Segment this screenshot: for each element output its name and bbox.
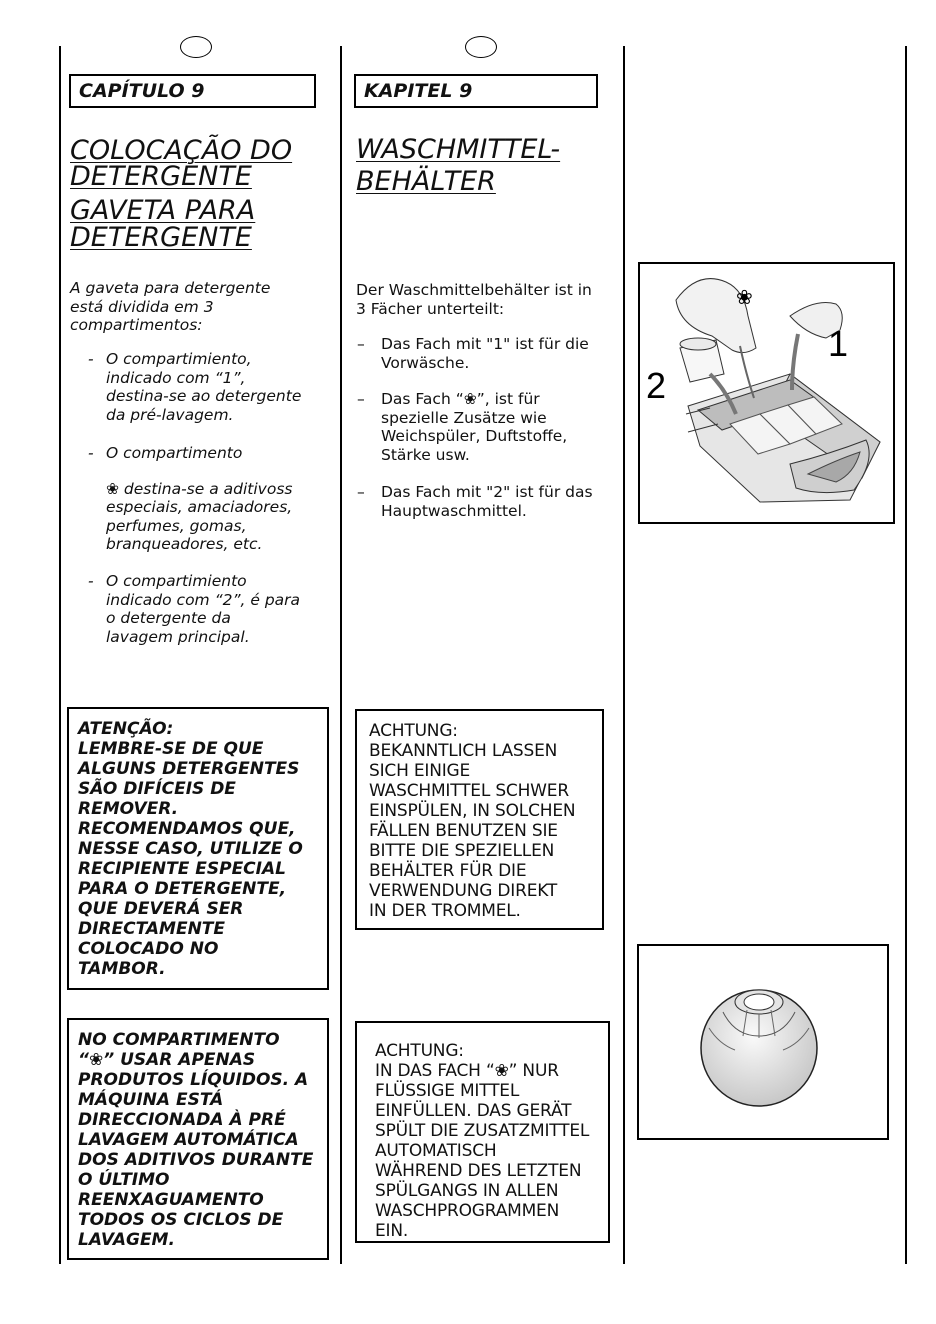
text-line: spezielle Zusätze wie — [381, 408, 547, 427]
column-rule-right — [623, 46, 625, 1264]
text-line: perfumes, gomas, — [106, 516, 247, 535]
text-line: LAVAGEM. — [78, 1230, 175, 1250]
column-rule-middle — [340, 46, 342, 1264]
text-line: O compartimiento — [106, 572, 247, 590]
text-line: SÃO DIFÍCEIS DE — [78, 779, 236, 799]
text-line: WÄHREND DES LETZTEN — [375, 1161, 582, 1181]
text-line: ACHTUNG: — [375, 1041, 464, 1061]
flower-icon: ❀ — [463, 390, 477, 408]
text-line: DIRECCIONADA À PRÉ — [78, 1110, 286, 1130]
text-line: Der Waschmittelbehälter ist in — [356, 281, 592, 299]
warning-box-detergents-de — [355, 709, 604, 930]
text-line: destina-se ao detergente — [106, 387, 302, 405]
text-line: A gaveta para detergente — [70, 279, 271, 297]
text-line: indicado com “1”, — [106, 368, 246, 387]
text-line: ACHTUNG: — [369, 721, 458, 741]
text-line: REENXAGUAMENTO — [78, 1190, 264, 1210]
column-rule-far-right — [905, 46, 907, 1264]
text-line: SPÜLGANGS IN ALLEN — [375, 1181, 559, 1201]
flower-symbol-icon: ❀ — [736, 285, 753, 309]
title-line: WASCHMITTEL- — [356, 134, 561, 165]
text-line: TAMBOR. — [78, 959, 166, 979]
text-line: MÁQUINA ESTÁ — [78, 1090, 224, 1110]
text-line: QUE DEVERÁ SER — [78, 899, 244, 919]
text-line: está dividida em 3 — [70, 297, 214, 316]
language-badge-de — [465, 36, 497, 58]
text-line: ❀ destina-se a aditivoss — [106, 479, 293, 498]
compartment-label-1: 1 — [828, 323, 849, 364]
list-dash: – — [357, 390, 365, 408]
title-line: GAVETA PARA — [70, 195, 256, 226]
chapter-heading-de: KAPITEL 9 — [354, 74, 598, 108]
list-item-compartment-2-pt — [88, 572, 301, 646]
detergent-ball-drawing — [639, 946, 887, 1138]
intro-text-de — [356, 281, 592, 318]
text-line: NESSE CASO, UTILIZE O — [78, 839, 303, 859]
text-line: BEKANNTLICH LASSEN — [369, 741, 558, 761]
text-line: O compartimento — [106, 444, 243, 462]
text-line: TODOS OS CICLOS DE — [78, 1210, 284, 1230]
text-line: o detergente da — [106, 609, 231, 627]
list-dash: - — [88, 444, 94, 462]
text-line: Das Fach mit "1" ist für die — [381, 335, 589, 353]
text-line: lavagem principal. — [106, 627, 250, 646]
column-rule-left — [59, 46, 61, 1264]
text-line: BITTE DIE SPEZIELLEN — [369, 841, 555, 861]
text-line: WASCHPROGRAMMEN — [375, 1201, 560, 1221]
compartment-label-2: 2 — [646, 365, 667, 406]
list-dash: - — [88, 572, 94, 590]
text-line: especiais, amaciadores, — [106, 498, 293, 516]
title-line: DETERGENTE — [70, 222, 252, 253]
text-line: Vorwäsche. — [381, 353, 470, 372]
text-line: IN DAS FACH “❀” NUR — [375, 1061, 559, 1081]
text-line: Hauptwaschmittel. — [381, 501, 527, 520]
text-line: WASCHMITTEL SCHWER — [369, 781, 569, 801]
list-item-compartment-1-pt — [88, 350, 302, 424]
text-line: EINSPÜLEN, IN SOLCHEN — [369, 801, 576, 821]
text-line: da pré-lavagem. — [106, 405, 234, 424]
text-line: LAVAGEM AUTOMÁTICA — [78, 1130, 299, 1150]
flower-icon: ❀ — [106, 479, 119, 498]
chapter-heading-pt: CAPÍTULO 9 — [69, 74, 316, 108]
list-dash: - — [88, 350, 94, 368]
warning-box-liquids-pt — [67, 1018, 329, 1260]
text-line: REMOVER. — [78, 799, 179, 819]
text-line: O ÚLTIMO — [78, 1170, 170, 1190]
intro-text-pt — [70, 279, 270, 335]
warning-box-liquids-de — [355, 1021, 610, 1243]
detergent-ball-illustration — [637, 944, 889, 1140]
text-line: ALGUNS DETERGENTES — [78, 759, 300, 779]
text-line: Weichspüler, Duftstoffe, — [381, 427, 568, 445]
text-line: Stärke usw. — [381, 445, 470, 464]
text-line: Das Fach mit "2" ist für das — [381, 483, 593, 501]
list-item-compartment-flower-pt — [88, 444, 293, 554]
text-line: DOS ADITIVOS DURANTE — [78, 1150, 314, 1170]
text-line: ATENÇÃO: — [78, 719, 174, 739]
text-line: RECIPIENTE ESPECIAL — [78, 859, 286, 879]
text-line: O compartimiento, — [106, 350, 252, 368]
text-line: COLOCADO NO — [78, 939, 219, 959]
text-line: DIRECTAMENTE — [78, 919, 226, 939]
text-line: LEMBRE-SE DE QUE — [78, 739, 264, 759]
detergent-drawer-drawing — [640, 264, 893, 522]
title-line: COLOCAÇÃO DO — [70, 135, 293, 166]
list-dash: – — [357, 335, 365, 353]
text-line: IN DER TROMMEL. — [369, 901, 521, 921]
text-line: PRODUTOS LÍQUIDOS. A — [78, 1070, 309, 1090]
list-dash: – — [357, 483, 365, 501]
title-line: DETERGENTE — [70, 161, 252, 192]
text-line: 3 Fächer unterteilt: — [356, 299, 505, 318]
detergent-drawer-illustration — [638, 262, 895, 524]
text-line: EINFÜLLEN. DAS GERÄT — [375, 1101, 572, 1121]
text-line: branqueadores, etc. — [106, 535, 263, 553]
flower-icon: ❀ — [88, 1050, 104, 1070]
text-line: FÄLLEN BENUTZEN SIE — [369, 821, 558, 841]
warning-box-detergents-pt — [67, 707, 329, 990]
text-line: AUTOMATISCH — [375, 1141, 497, 1161]
text-line: indicado com “2”, é para — [106, 590, 301, 609]
text-line: VERWENDUNG DIREKT — [369, 881, 558, 901]
text-line: EIN. — [375, 1221, 409, 1241]
text-line: SPÜLT DIE ZUSATZMITTEL — [375, 1121, 590, 1141]
flower-icon: ❀ — [494, 1061, 509, 1081]
text-line: “❀” USAR APENAS — [78, 1050, 256, 1070]
text-line: FLÜSSIGE MITTEL — [375, 1081, 520, 1101]
language-badge-pt — [180, 36, 212, 58]
title-line: BEHÄLTER — [356, 166, 496, 197]
list-item-compartment-2-de — [357, 483, 593, 520]
text-line: Das Fach “❀”, ist für — [381, 390, 540, 408]
text-line: BEHÄLTER FÜR DIE — [369, 861, 527, 881]
text-line: RECOMENDAMOS QUE, — [78, 819, 296, 839]
text-line: SICH EINIGE — [369, 761, 471, 781]
text-line: NO COMPARTIMENTO — [78, 1030, 280, 1050]
list-item-compartment-flower-de — [357, 390, 568, 464]
text-line: PARA O DETERGENTE, — [78, 879, 287, 899]
list-item-compartment-1-de — [357, 335, 589, 372]
text-line: compartimentos: — [70, 316, 203, 334]
